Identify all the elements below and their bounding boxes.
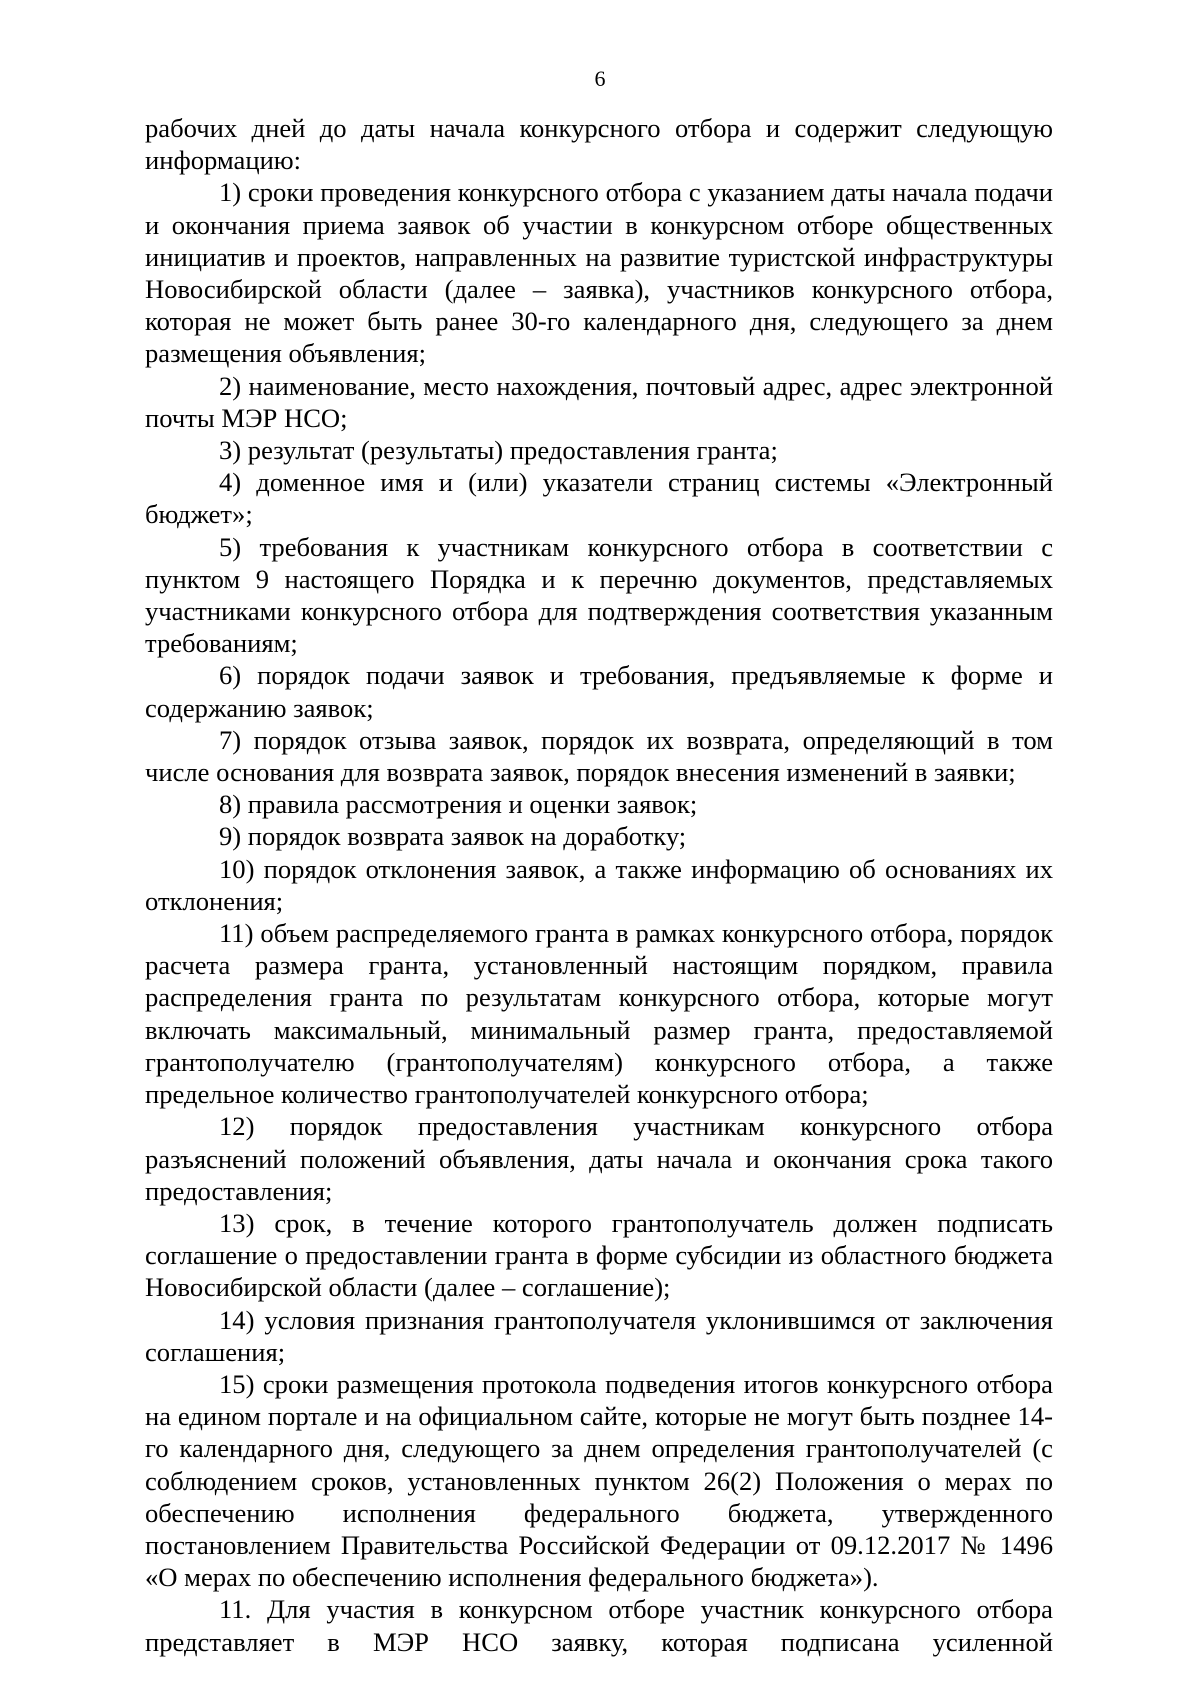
- paragraph: 14) условия признания грантополучателя уклонившимся от заключения соглашения;: [145, 1304, 1053, 1367]
- paragraph: 7) порядок отзыва заявок, порядок их возврата, определяющий в том числе основания для возврата заявок, порядок внесения изменений в заявки;: [145, 724, 1053, 788]
- page-number: 6: [594, 66, 606, 91]
- paragraph: рабочих дней до даты начала конкурсного отбора и содержит следующую информацию:: [145, 113, 1053, 176]
- paragraph: 11) объем распределяемого гранта в рамках конкурсного отбора, порядок расчета размера гранта, установленный настоящим порядком, правила распределения гранта по результатам конкурсного отбора, которые могут включать максимальный, минимальный размер гранта, предоставляемой грантополучателю (грантополучателям) конкурсного отбора, а также предельное количество грантополучателей конкурсного отбора;: [145, 918, 1053, 1110]
- paragraph: 5) требования к участникам конкурсного отбора в соответствии с пунктом 9 настоящего Порядка и к перечню документов, представляемых участниками конкурсного отбора для подтверждения соответствия указанным требованиям;: [145, 531, 1053, 659]
- paragraph: 3) результат (результаты) предоставления гранта;: [219, 435, 778, 466]
- document-body: [145, 112, 1053, 1658]
- paragraph: 2) наименование, место нахождения, почтовый адрес, адрес электронной почты МЭР НСО;: [145, 370, 1053, 433]
- paragraph: 1) сроки проведения конкурсного отбора с указанием даты начала подачи и окончания приема заявок об участии в конкурсном отборе общественных инициатив и проектов, направленных на развитие туристской инфраструктуры Новосибирской области (далее – заявка), участников конкурсного отбора, которая не может быть ранее 30-го календарного дня, следующего за днем размещения объявления;: [145, 177, 1053, 369]
- paragraph: 11. Для участия в конкурсном отборе участник конкурсного отбора представляет в МЭР НСО заявку, которая подписана усиленной: [145, 1594, 1053, 1657]
- paragraph: 13) срок, в течение которого грантополучатель должен подписать соглашение о предоставлении гранта в форме субсидии из областного бюджета Новосибирской области (далее – соглашение);: [145, 1207, 1053, 1303]
- paragraph: 12) порядок предоставления участникам конкурсного отбора разъяснений положений объявления, даты начала и окончания срока такого предоставления;: [145, 1111, 1053, 1206]
- paragraph: 10) порядок отклонения заявок, а также информацию об основаниях их отклонения;: [145, 853, 1053, 916]
- paragraph: 8) правила рассмотрения и оценки заявок;: [219, 789, 698, 820]
- paragraph: 6) порядок подачи заявок и требования, предъявляемые к форме и содержанию заявок;: [145, 660, 1053, 723]
- paragraph: 9) порядок возврата заявок на доработку;: [219, 821, 687, 852]
- paragraph: 4) доменное имя и (или) указатели страниц системы «Электронный бюджет»;: [145, 467, 1053, 530]
- paragraph: 15) сроки размещения протокола подведения итогов конкурсного отбора на едином портале и на официальном сайте, которые не могут быть позднее 14-го календарного дня, следующего за днем определения грантополучателей (с соблюдением сроков, установленных пунктом 26(2) Положения о мерах по обеспечению исполнения федерального бюджета, утвержденного постановлением Правительства Российской Федерации от 09.12.2017 № 1496 «О мерах по обеспечению исполнения федерального бюджета»).: [145, 1368, 1053, 1593]
